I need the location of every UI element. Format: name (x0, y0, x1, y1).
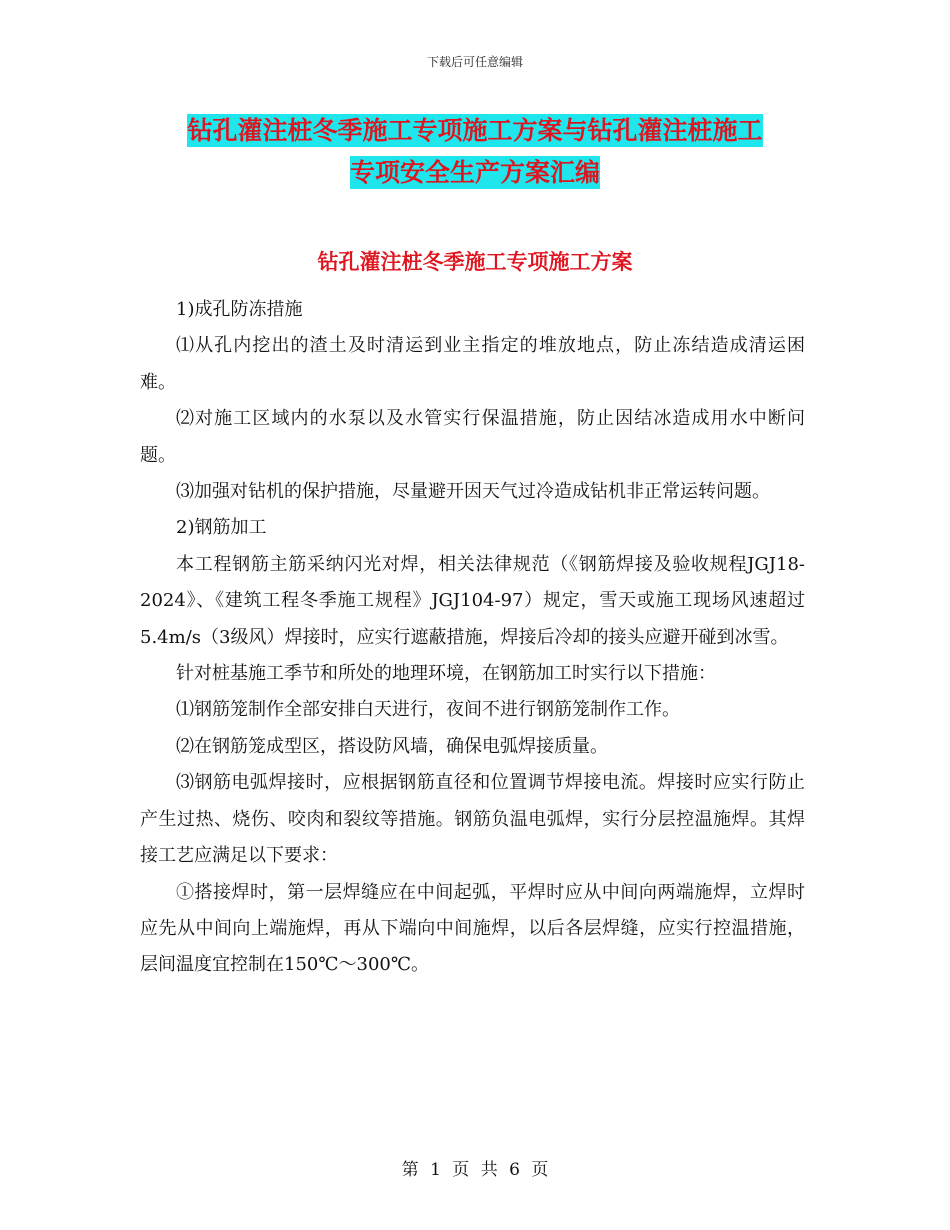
page-number: 第 1 页 共 6 页 (401, 1160, 549, 1180)
paragraph: ⑴从孔内挖出的渣土及时清运到业主指定的堆放地点，防止冻结造成清运困难。 (140, 335, 805, 393)
section-title: 钻孔灌注桩冬季施工专项施工方案 (317, 250, 633, 274)
paragraph: 2)钢筋加工 (176, 517, 267, 539)
paragraph: ①搭接焊时，第一层焊缝应在中间起弧，平焊时应从中间向两端施焊，立焊时应先从中间向上端施焊，再从下端向中间施焊，以后各层焊缝，应实行控温措施，层间温度宜控制在150℃～300℃。 (140, 881, 805, 976)
document-title (140, 110, 810, 194)
paragraph: 本工程钢筋主筋采纳闪光对焊，相关法律规范（《钢筋焊接及验收规程JGJ18-2024》、《建筑工程冬季施工规程》JGJ104-97）规定，雪天或施工现场风速超过5.4m/s（3级风）焊接时，应实行遮蔽措施，焊接后冷却的接头应避开碰到冰雪。 (140, 553, 805, 648)
paragraph: 1)成孔防冻措施 (176, 299, 303, 320)
document-title-line-2: 专项安全生产方案汇编 (349, 158, 600, 187)
paragraph: ⑵在钢筋笼成型区，搭设防风墙，确保电弧焊接质量。 (176, 735, 608, 757)
paragraph: ⑶钢筋电弧焊接时，应根据钢筋直径和位置调节焊接电流。焊接时应实行防止产生过热、烧伤、咬肉和裂纹等措施。钢筋负温电弧焊，实行分层控温施焊。其焊接工艺应满足以下要求： (140, 772, 805, 867)
paragraph: ⑴钢筋笼制作全部安排白天进行，夜间不进行钢筋笼制作工作。 (176, 699, 680, 721)
paragraph: ⑶加强对钻机的保护措施，尽量避开因天气过冷造成钻机非正常运转问题。 (176, 481, 770, 503)
paragraph: ⑵对施工区域内的水泵以及水管实行保温措施，防止因结冰造成用水中断问题。 (140, 408, 805, 466)
header-note: 下载后可任意编辑 (426, 55, 523, 69)
document-body (140, 292, 805, 984)
document-title-line-1: 钻孔灌注桩冬季施工专项施工方案与钻孔灌注桩施工 (187, 116, 763, 145)
paragraph: 针对桩基施工季节和所处的地理环境，在钢筋加工时实行以下措施： (176, 663, 716, 685)
